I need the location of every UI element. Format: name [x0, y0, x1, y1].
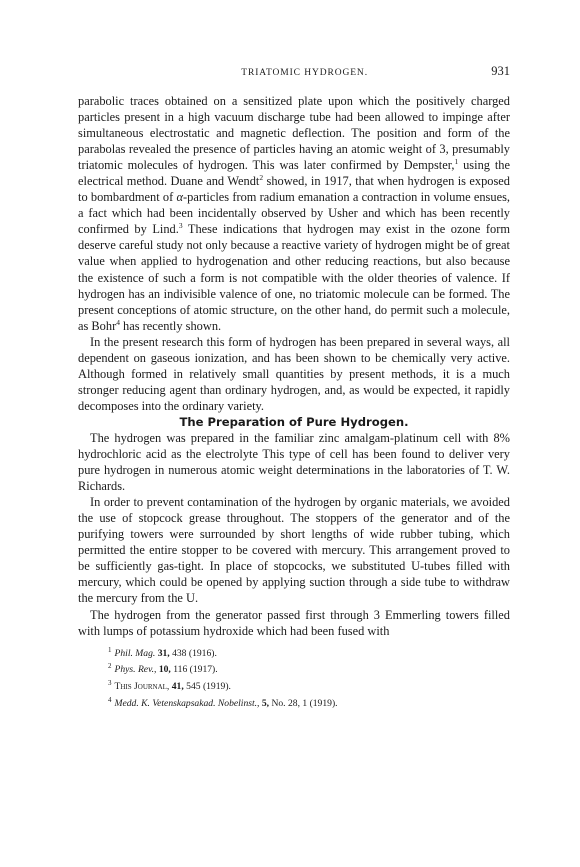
paragraph-1: parabolic traces obtained on a sensitized plate upon which the positively charged particles present in a high vacuum discharge tube had been allowed to impinge after simultaneous electrostatic and magnetic deflection. The position and form of the parabolas revealed the presence of particles having an atomic weight of 3, presumably triatomic molecules of hydrogen. This was later confirmed by Dempster,$^1$ using the electrical method. Duane and Wendt$^2$ showed, in 1917, that when hydrogen is exposed to bombardment of α-particles from radium emanation a contraction in volume ensues, a fact which had been incidentally observed by Usher and which has been recently confirmed by Lind.$^3$ These indications that hydrogen may exist in the ozone form deserve careful study not only because a reactive variety of hydrogen might be of great value when applied to hydrogenation and other reducing reactions, but also because the existence of such a form is not compatible with the older theories of valence. If hydrogen has an indivisible valence of one, no triatomic molecule can be formed. The present conceptions of atomic structure, on the other hand, do permit such a molecule, as Bohr$^4$ has recently shown. — [78, 94, 510, 333]
footnote-ref-4[interactable]: 4 — [116, 317, 120, 327]
paragraph-4: In order to prevent contamination of the hydrogen by organic materials, we avoided the use of stopcock grease throughout. The stoppers of the generator and of the purifying towers were surrounded by short lengths of wide rubber tubing, which permitted the entire stopper to be covered with mercury. This arrangement proved to be sufficiently gas-tight. In place of stopcocks, we substituted U-tubes filled with mercury, which could be opened by applying suction through a side tube to withdraw the mercury from the U. — [78, 495, 510, 606]
paragraph-3: The hydrogen was prepared in the familiar zinc amalgam-platinum cell with 8% hydrochloric acid as the electrolyte This type of cell has been found to deliver very pure hydrogen in numerous atomic weight determinations in the laboratories of T. W. Richards. — [78, 430, 510, 494]
paragraph-2: In the present research this form of hydrogen has been prepared in several ways, all dependent on gaseous ionization, and has been shown to be chemically very active. Although formed in relatively small quantities by present methods, it is a much stronger reducing agent than ordinary hydrogen, and, as would be expected, it rapidly decomposes into the ordinary variety. — [78, 334, 510, 413]
footnotes — [78, 644, 510, 711]
alpha-symbol: α — [176, 190, 184, 205]
running-head — [78, 64, 510, 79]
article-body — [78, 93, 510, 711]
running-title: TRIATOMIC HYDROGEN. — [241, 68, 368, 78]
page-number: 931 — [491, 64, 510, 78]
footnote-1: $^1$ Phil. Mag. 31, 438 (1916). — [108, 645, 217, 659]
footnote-ref-1[interactable]: 1 — [454, 157, 459, 167]
section-heading: The Preparation of Pure Hydrogen. — [179, 414, 409, 429]
footnote-ref-3[interactable]: 3 — [178, 221, 183, 231]
footnote-3: $^3$ This Journal, 41, 545 (1919). — [108, 679, 231, 693]
footnote-4: $^4$ Medd. K. Vetenskapsakad. Nobelinst., 5, No. 28, 1 (1919). — [108, 695, 338, 710]
paragraph-5: The hydrogen from the generator passed first through 3 Emmerling towers filled with lumps of potassium hydroxide which had been fused with — [78, 607, 510, 638]
footnote-ref-2[interactable]: 2 — [259, 173, 264, 183]
footnote-2: $^2$ Phys. Rev., 10, 116 (1917). — [108, 662, 218, 676]
